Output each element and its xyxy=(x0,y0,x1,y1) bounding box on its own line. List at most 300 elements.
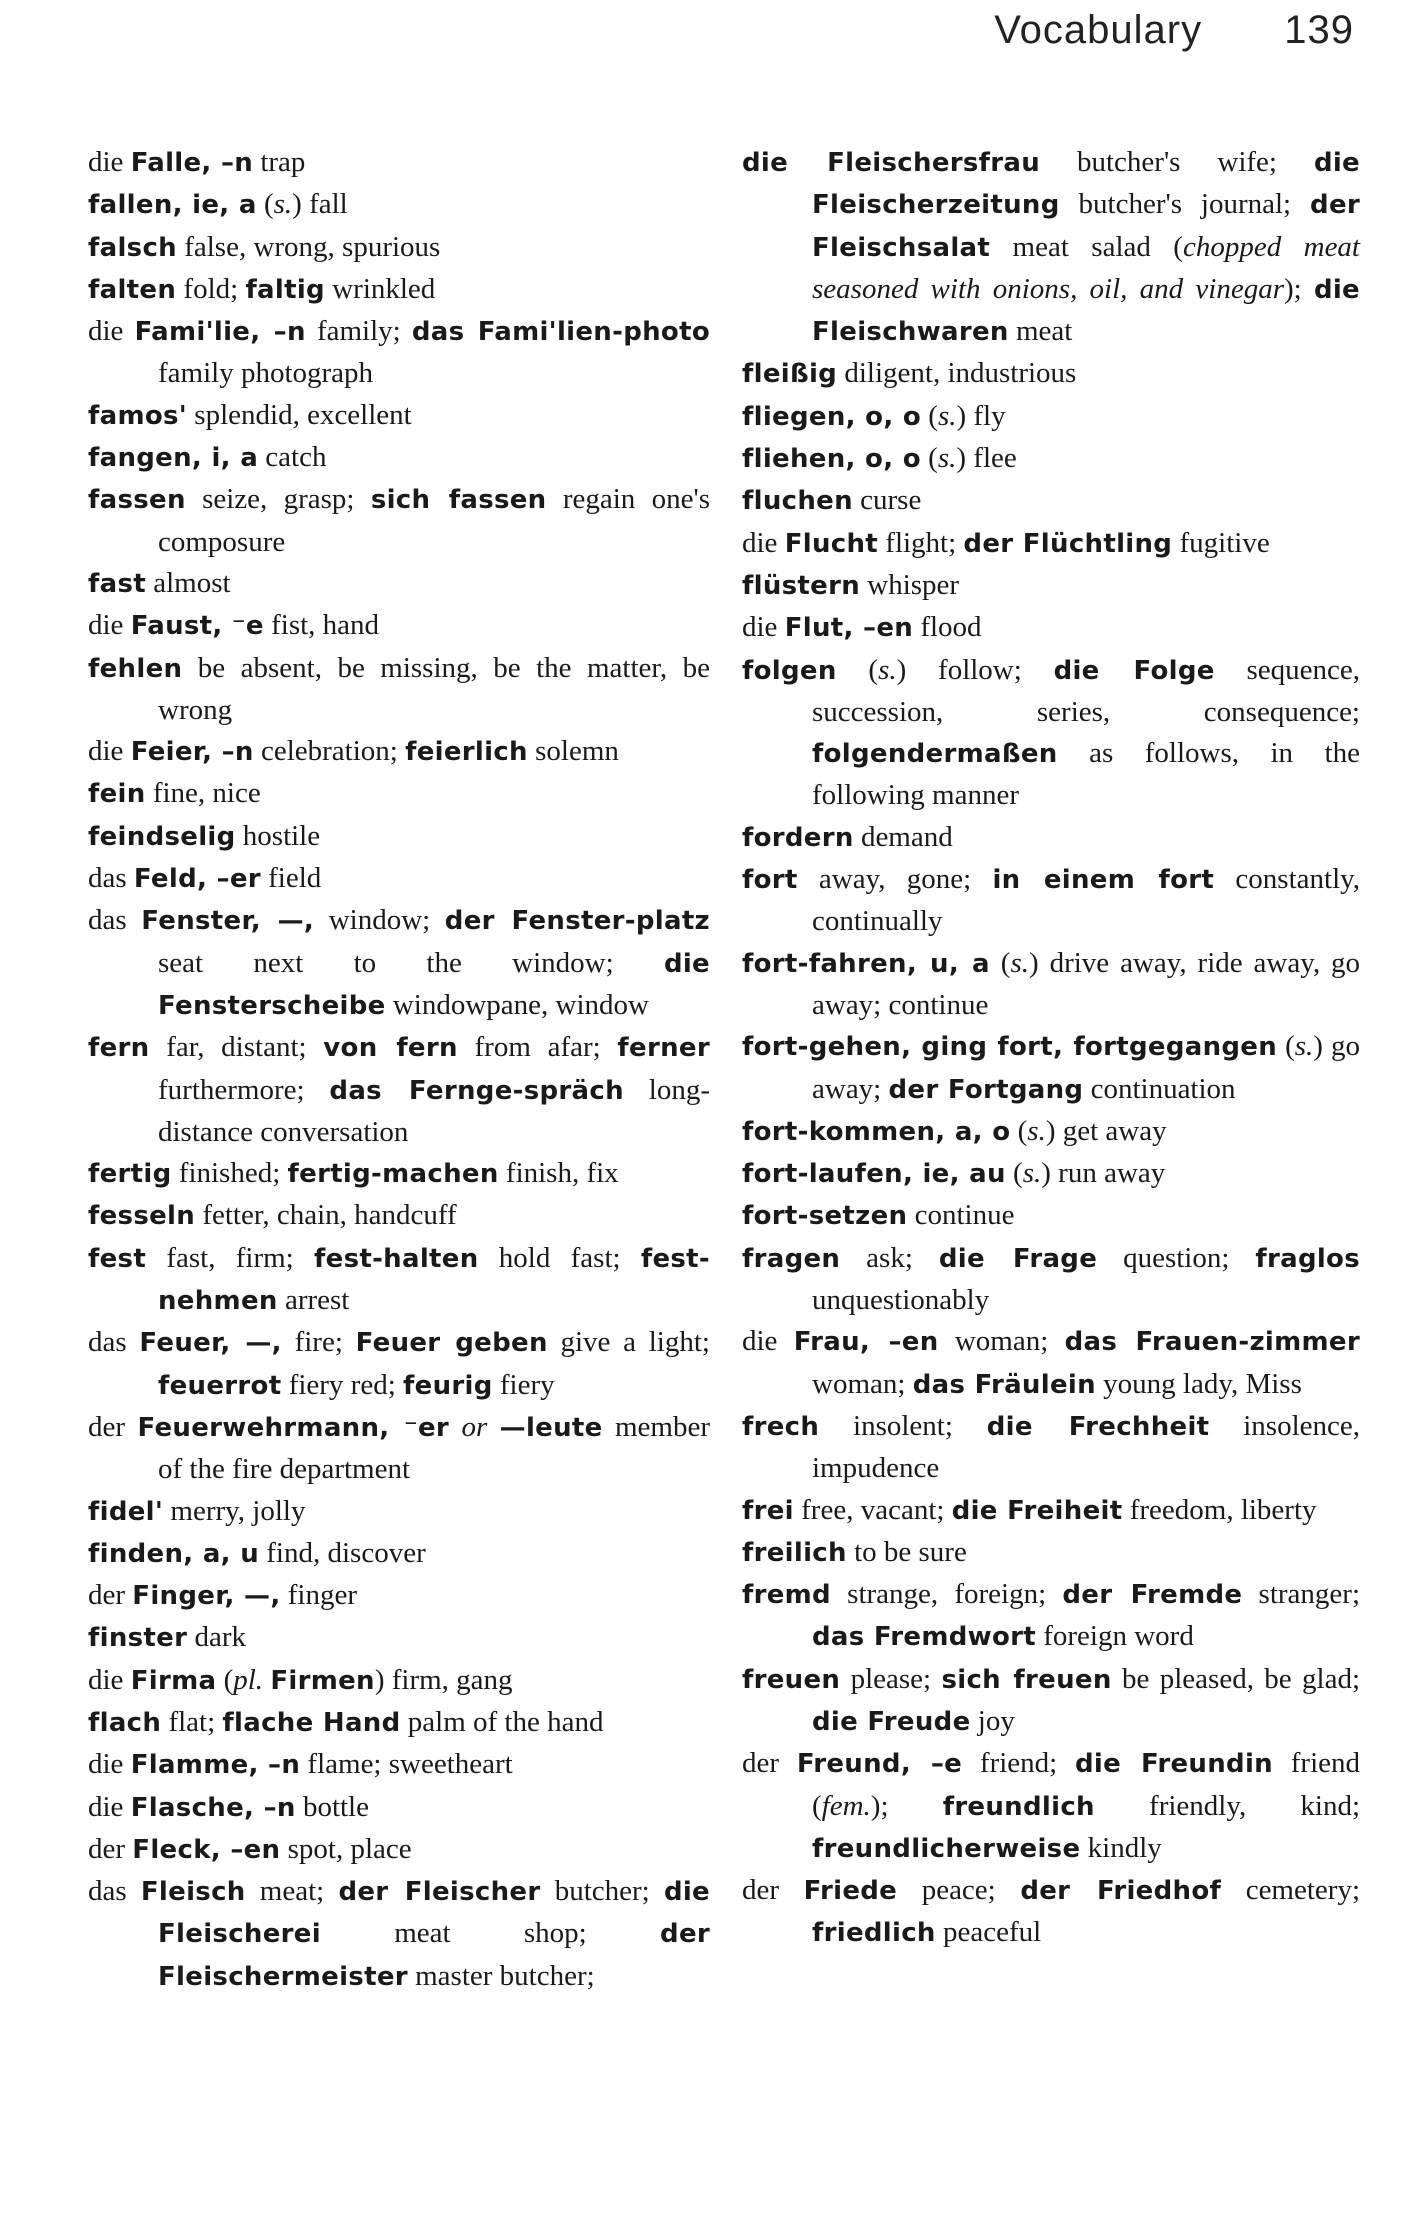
definition-text: window; xyxy=(314,904,445,937)
headword: das Fremdwort xyxy=(812,1622,1036,1653)
headword: die Frage xyxy=(938,1243,1098,1274)
definition-text: das xyxy=(88,904,142,937)
headword: Fleck, –en xyxy=(132,1834,281,1865)
dictionary-entry xyxy=(742,1659,1360,1744)
headword: Feuer, —, xyxy=(139,1328,282,1359)
definition-text: ) drive away, ride away, go away; continue xyxy=(812,946,1361,1021)
dictionary-entry xyxy=(88,773,710,815)
definition-text: woman; xyxy=(938,1325,1065,1358)
headword: das Fami'lien-photo xyxy=(411,317,710,348)
dictionary-entry xyxy=(88,1153,710,1195)
dictionary-entry xyxy=(742,1238,1360,1322)
headword: falsch xyxy=(88,232,177,263)
definition-text: die xyxy=(88,1748,131,1781)
definition-text: palm of the hand xyxy=(400,1705,604,1738)
definition-text: der xyxy=(742,1747,797,1780)
italic-note: s. xyxy=(1027,1114,1046,1147)
definition-text: peaceful xyxy=(935,1916,1042,1949)
headword: von fern xyxy=(323,1033,458,1064)
left-column xyxy=(88,142,710,1998)
dictionary-entry xyxy=(88,1407,710,1491)
definition-text: der xyxy=(88,1579,133,1612)
definition-text: flame; sweetheart xyxy=(300,1748,513,1781)
headword: die Fensterscheibe xyxy=(158,948,710,1021)
definition-text: ( xyxy=(920,442,938,475)
definition-text: give a light; xyxy=(547,1326,710,1359)
definition-text: curse xyxy=(852,484,922,517)
definition-text: almost xyxy=(145,566,231,599)
dictionary-entry xyxy=(742,1195,1360,1237)
headword: Firmen xyxy=(270,1665,375,1696)
definition-text: flight; xyxy=(878,526,964,559)
headword: fleißig xyxy=(742,359,838,390)
dictionary-entry xyxy=(742,523,1360,565)
definition-text: meat salad ( xyxy=(990,230,1183,263)
definition-text: spot, place xyxy=(280,1832,412,1865)
dictionary-entry xyxy=(742,650,1360,817)
definition-text: der xyxy=(88,1410,138,1443)
headword: freilich xyxy=(742,1537,847,1568)
dictionary-entry xyxy=(88,648,710,732)
dictionary-entry xyxy=(742,817,1360,859)
italic-note: s. xyxy=(1010,946,1030,979)
definition-text: ( xyxy=(921,399,938,432)
definition-text: regain one's composure xyxy=(158,483,710,558)
definition-text: ) flee xyxy=(956,442,1017,475)
headword: feuerrot xyxy=(158,1370,282,1401)
dictionary-entry xyxy=(742,1532,1360,1574)
definition-text: butcher; xyxy=(540,1875,664,1908)
definition-text: family; xyxy=(305,315,412,348)
headword: fesseln xyxy=(88,1201,196,1232)
italic-note: s. xyxy=(878,653,897,686)
definition-text: continuation xyxy=(1083,1072,1236,1105)
definition-text: meat xyxy=(1008,315,1073,348)
headword: der Fleischsalat xyxy=(812,190,1360,263)
definition-text: to be sure xyxy=(846,1535,967,1568)
definition-text: far, distant; xyxy=(149,1031,324,1064)
definition-text: fire; xyxy=(281,1326,356,1359)
definition-text: ( xyxy=(216,1663,234,1696)
definition-text: trap xyxy=(253,146,306,178)
headword: fort-fahren, u, a xyxy=(742,948,990,979)
definition-text: butcher's journal; xyxy=(1059,188,1311,221)
headword: fraglos xyxy=(1255,1243,1360,1274)
italic-note: s. xyxy=(1022,1157,1042,1190)
headword: fort-setzen xyxy=(742,1201,908,1232)
headword: fehlen xyxy=(88,653,183,684)
dictionary-entry xyxy=(88,269,710,311)
definition-text: fine, nice xyxy=(145,777,261,810)
dictionary-entry xyxy=(88,1871,710,1998)
definition-text: furthermore; xyxy=(158,1073,330,1106)
headword: fassen xyxy=(88,485,186,516)
italic-note: s. xyxy=(1294,1030,1314,1063)
dictionary-entry xyxy=(88,1702,710,1744)
definition-text: demand xyxy=(853,820,953,853)
headword: die Folge xyxy=(1053,655,1215,686)
headword: flache Hand xyxy=(222,1707,401,1738)
headword: der Friedhof xyxy=(1020,1876,1222,1907)
headword: der Fremde xyxy=(1062,1580,1243,1611)
definition-text: constantly, continually xyxy=(812,863,1361,938)
headword: fest-halten xyxy=(314,1243,479,1274)
dictionary-entry xyxy=(88,184,710,226)
definition-text: be absent, be missing, be the matter, be wrong xyxy=(158,651,710,726)
dictionary-entry xyxy=(742,353,1360,395)
headword: fein xyxy=(88,779,146,810)
definition-text: ) run away xyxy=(1041,1157,1166,1190)
definition-text: fugitive xyxy=(1172,526,1270,559)
definition-text: please; xyxy=(840,1662,942,1695)
definition-text: woman; xyxy=(812,1367,913,1400)
definition-text: fiery xyxy=(492,1368,555,1401)
dictionary-entry xyxy=(88,1027,710,1153)
dictionary-entry xyxy=(88,1238,710,1323)
headword: fordern xyxy=(742,822,854,853)
dictionary-entry xyxy=(88,1322,710,1407)
dictionary-entry xyxy=(742,1743,1360,1870)
dictionary-entry xyxy=(742,1111,1360,1153)
headword: fangen, i, a xyxy=(88,443,259,474)
definition-text: flat; xyxy=(161,1705,223,1738)
definition-text: ) firm, gang xyxy=(374,1663,513,1696)
headword: Fleisch xyxy=(140,1877,246,1908)
headword: Finger, —, xyxy=(132,1581,281,1612)
italic-note: s. xyxy=(937,442,957,475)
headword: Faust, ⁻e xyxy=(130,611,264,642)
definition-text: as follows, in the following manner xyxy=(812,737,1360,812)
headword: der Flüchtling xyxy=(963,528,1173,559)
headword: fast xyxy=(88,568,146,599)
definition-text: master butcher; xyxy=(407,1959,595,1992)
headword: folgen xyxy=(742,655,837,686)
definition-text: die xyxy=(88,1663,131,1696)
definition-text: das xyxy=(88,1875,141,1908)
headword: die Fleischerei xyxy=(158,1877,710,1950)
dictionary-entry xyxy=(88,1744,710,1786)
definition-text: unquestionably xyxy=(812,1284,990,1317)
definition-text: member of the fire department xyxy=(158,1410,710,1486)
headword: friedlich xyxy=(812,1918,936,1949)
headword: Fami'lie, –n xyxy=(134,317,306,348)
headword: fragen xyxy=(742,1243,841,1274)
dictionary-entry xyxy=(742,943,1360,1027)
definition-text: fetter, chain, handcuff xyxy=(195,1199,457,1232)
headword: Friede xyxy=(803,1876,898,1907)
definition-text: butcher's wife; xyxy=(1040,146,1314,178)
headword: famos' xyxy=(88,400,188,431)
headword: Flamme, –n xyxy=(130,1750,301,1781)
definition-text: windowpane, window xyxy=(385,988,649,1021)
definition-text: young lady, Miss xyxy=(1095,1367,1302,1400)
dictionary-entry xyxy=(88,1829,710,1871)
headword: Feld, –er xyxy=(133,864,261,895)
definition-text: der xyxy=(742,1874,804,1907)
headword: fliehen, o, o xyxy=(742,444,921,475)
definition-text: ( xyxy=(989,946,1011,979)
headword: der Fenster-platz xyxy=(444,906,710,937)
right-column xyxy=(742,142,1360,1955)
headword: fort xyxy=(742,865,798,896)
headword: fluchen xyxy=(742,486,853,517)
definition-text: from afar; xyxy=(457,1031,618,1064)
italic-note: pl. xyxy=(233,1663,264,1696)
definition-text: celebration; xyxy=(253,735,406,768)
dictionary-entry xyxy=(88,900,710,1027)
headword: Flasche, –n xyxy=(130,1792,296,1823)
definition-text: continue xyxy=(907,1199,1015,1232)
dictionary-entry xyxy=(88,1617,710,1659)
headword: freuen xyxy=(742,1664,841,1695)
definition-text: ask; xyxy=(840,1241,939,1274)
definition-text: whisper xyxy=(860,568,960,601)
dictionary-entry xyxy=(742,438,1360,480)
italic-note: s. xyxy=(273,188,293,221)
definition-text: long-distance conversation xyxy=(158,1073,711,1148)
definition-text: free, vacant; xyxy=(793,1493,952,1526)
dictionary-entry xyxy=(742,480,1360,522)
definition-text: wrinkled xyxy=(324,272,436,305)
definition-text: fist, hand xyxy=(263,609,380,642)
dictionary-entry xyxy=(88,858,710,900)
definition-text: sequence, succession, series, consequence; xyxy=(812,653,1360,728)
definition-text: die xyxy=(742,526,785,559)
definition-text: seize, grasp; xyxy=(185,483,371,516)
headword: fort-laufen, ie, au xyxy=(742,1159,1006,1190)
headword: fertig-machen xyxy=(287,1159,499,1190)
definition-text: die xyxy=(88,609,131,642)
headword: —leute xyxy=(499,1412,603,1443)
definition-text: ) fall xyxy=(292,188,348,221)
headword: Flut, –en xyxy=(784,613,914,644)
dictionary-entry xyxy=(742,607,1360,649)
headword: finster xyxy=(88,1623,188,1654)
definition-text: ); xyxy=(870,1789,943,1822)
dictionary-entry xyxy=(742,1870,1360,1955)
definition-text: diligent, industrious xyxy=(837,357,1077,390)
definition-text: field xyxy=(260,862,322,895)
headword: freundlicherweise xyxy=(812,1833,1081,1864)
definition-text: finished; xyxy=(171,1157,288,1190)
headword: sich freuen xyxy=(941,1664,1112,1695)
definition-text: ( xyxy=(256,188,274,221)
dictionary-entry xyxy=(88,395,710,437)
headword: die Freude xyxy=(812,1706,971,1737)
definition-text: solemn xyxy=(527,735,619,768)
definition-text: finish, fix xyxy=(498,1157,619,1190)
headword: das Fräulein xyxy=(912,1369,1096,1400)
definition-text: das xyxy=(88,862,134,895)
dictionary-entry xyxy=(742,859,1360,943)
dictionary-entry xyxy=(88,1533,710,1575)
dictionary-entry xyxy=(88,311,710,395)
dictionary-entry xyxy=(88,816,710,858)
definition-text: der xyxy=(88,1832,133,1865)
definition-text: hostile xyxy=(235,819,321,852)
definition-text: merry, jolly xyxy=(163,1494,306,1527)
definition-text: die xyxy=(742,611,785,644)
headword: Frau, –en xyxy=(793,1327,939,1358)
definition-text: insolent; xyxy=(819,1409,987,1442)
definition-text: ( xyxy=(836,653,879,686)
headword: folgendermaßen xyxy=(812,739,1058,770)
dictionary-entry xyxy=(88,479,710,563)
definition-text: cemetery; xyxy=(1221,1874,1361,1907)
dictionary-entry xyxy=(742,396,1360,438)
definition-text: ) follow; xyxy=(896,653,1054,686)
definition-text: false, wrong, spurious xyxy=(176,230,441,263)
dictionary-entry xyxy=(742,1026,1360,1111)
definition-text: question; xyxy=(1097,1241,1256,1274)
definition-text: ( xyxy=(1005,1157,1023,1190)
definition-text: fold; xyxy=(176,272,246,305)
definition-text: dark xyxy=(187,1621,246,1654)
headword: fertig xyxy=(88,1159,172,1190)
definition-text: arrest xyxy=(277,1284,350,1317)
dictionary-entry xyxy=(88,227,710,269)
dictionary-entry xyxy=(88,731,710,773)
definition-text: ) fly xyxy=(956,399,1006,432)
definition-text: ( xyxy=(1010,1114,1028,1147)
dictionary-entry xyxy=(88,605,710,647)
definition-text: catch xyxy=(258,441,327,474)
definition-text: die xyxy=(742,1325,794,1358)
definition-text: hold fast; xyxy=(478,1241,641,1274)
italic-note: chopped meat seasoned with onions, oil, and vinegar xyxy=(812,230,1360,305)
page-number: 139 xyxy=(1284,8,1354,52)
headword: fort-kommen, a, o xyxy=(742,1116,1011,1147)
headword: die Freundin xyxy=(1075,1749,1273,1780)
headword: Freund, –e xyxy=(796,1749,963,1780)
definition-text: ) go away; xyxy=(812,1030,1360,1105)
headword: das Fernge-spräch xyxy=(329,1075,624,1106)
dictionary-entry xyxy=(88,1787,710,1829)
headword: das Frauen-zimmer xyxy=(1064,1327,1360,1358)
headword: feindselig xyxy=(88,821,236,852)
headword: Feier, –n xyxy=(130,737,254,768)
definition-text: foreign word xyxy=(1035,1620,1194,1653)
dictionary-entry xyxy=(88,1491,710,1533)
headword: finden, a, u xyxy=(88,1538,260,1569)
definition-text: stranger; xyxy=(1242,1578,1360,1611)
dictionary-entry xyxy=(88,142,710,184)
headword: der Fleischermeister xyxy=(158,1919,710,1992)
headword: Falle, –n xyxy=(130,148,254,178)
italic-note: s. xyxy=(937,399,957,432)
definition-text: die xyxy=(88,146,131,178)
headword: Feuerwehrmann, ⁻er xyxy=(137,1412,450,1443)
definition-text: meat shop; xyxy=(320,1917,661,1950)
headword: Firma xyxy=(130,1665,217,1696)
definition-text: die xyxy=(88,735,131,768)
definition-text: splendid, excellent xyxy=(187,398,412,431)
headword: frei xyxy=(742,1495,794,1526)
definition-text: kindly xyxy=(1080,1831,1162,1864)
headword: feierlich xyxy=(405,737,528,768)
dictionary-entry xyxy=(742,142,1360,353)
headword: ferner xyxy=(617,1033,710,1064)
headword: fern xyxy=(88,1033,150,1064)
headword: sich fassen xyxy=(370,485,547,516)
definition-text: freedom, liberty xyxy=(1122,1493,1317,1526)
headword: fliegen, o, o xyxy=(742,401,922,432)
definition-text: seat next to the window; xyxy=(158,946,664,979)
dictionary-entry xyxy=(742,1490,1360,1532)
dictionary-entry xyxy=(88,1195,710,1237)
definition-text: flood xyxy=(913,611,982,644)
definition-text: friend ( xyxy=(812,1747,1361,1822)
definition-text: finger xyxy=(280,1579,358,1612)
italic-note: fem. xyxy=(821,1789,871,1822)
headword: der Fortgang xyxy=(888,1074,1084,1105)
definition-text: away, gone; xyxy=(797,863,993,896)
dictionary-entry xyxy=(742,1574,1360,1659)
definition-text: peace; xyxy=(897,1874,1021,1907)
running-head-title: Vocabulary xyxy=(994,8,1203,52)
definition-text: friend; xyxy=(962,1747,1076,1780)
dictionary-entry xyxy=(742,1321,1360,1406)
headword: fidel' xyxy=(88,1496,164,1527)
definition-text: das xyxy=(88,1326,140,1359)
dictionary-entry xyxy=(88,1660,710,1702)
dictionary-entry xyxy=(88,563,710,605)
definition-text: ); xyxy=(1283,272,1314,305)
definition-text: fast, firm; xyxy=(146,1241,315,1274)
headword: die Freiheit xyxy=(951,1495,1123,1526)
headword: die Fleischersfrau xyxy=(742,148,1041,178)
headword: die Frechheit xyxy=(986,1411,1210,1442)
dictionary-entry xyxy=(88,1575,710,1617)
definition-text: strange, foreign; xyxy=(830,1578,1063,1611)
headword: fest-nehmen xyxy=(158,1243,710,1317)
definition-text: meat; xyxy=(245,1875,339,1908)
headword: in einem fort xyxy=(992,865,1215,896)
headword: fallen, ie, a xyxy=(88,190,257,221)
definition-text: friendly, kind; xyxy=(1094,1789,1361,1822)
headword: falten xyxy=(88,274,177,305)
headword: flüstern xyxy=(742,570,861,601)
headword: Feuer geben xyxy=(355,1328,548,1359)
headword: fest xyxy=(88,1243,147,1274)
page-header xyxy=(994,8,1354,53)
dictionary-entry xyxy=(742,565,1360,607)
definition-text: ( xyxy=(1277,1030,1295,1063)
headword: fort-gehen, ging fort, fortgegangen xyxy=(742,1032,1278,1063)
headword: der Fleischer xyxy=(338,1877,541,1908)
headword: die Fleischerzeitung xyxy=(812,148,1360,221)
definition-text: family photograph xyxy=(158,357,374,390)
dictionary-entry xyxy=(88,437,710,479)
definition-text: ) get away xyxy=(1045,1114,1167,1147)
definition-text: die xyxy=(88,315,135,348)
headword: faltig xyxy=(245,274,325,305)
headword: Fenster, —, xyxy=(141,906,315,937)
headword: Flucht xyxy=(784,528,879,559)
definition-text: fiery red; xyxy=(281,1368,404,1401)
definition-text: bottle xyxy=(295,1790,369,1823)
italic-note: or xyxy=(449,1410,500,1443)
headword: freundlich xyxy=(942,1791,1095,1822)
definition-text: die xyxy=(88,1790,131,1823)
headword: feurig xyxy=(403,1370,493,1401)
definition-text: be pleased, be glad; xyxy=(1111,1662,1361,1695)
headword: fremd xyxy=(742,1580,831,1611)
definition-text: find, discover xyxy=(259,1536,426,1569)
headword: flach xyxy=(88,1707,162,1738)
headword: die Fleischwaren xyxy=(812,274,1360,348)
dictionary-entry xyxy=(742,1406,1360,1490)
